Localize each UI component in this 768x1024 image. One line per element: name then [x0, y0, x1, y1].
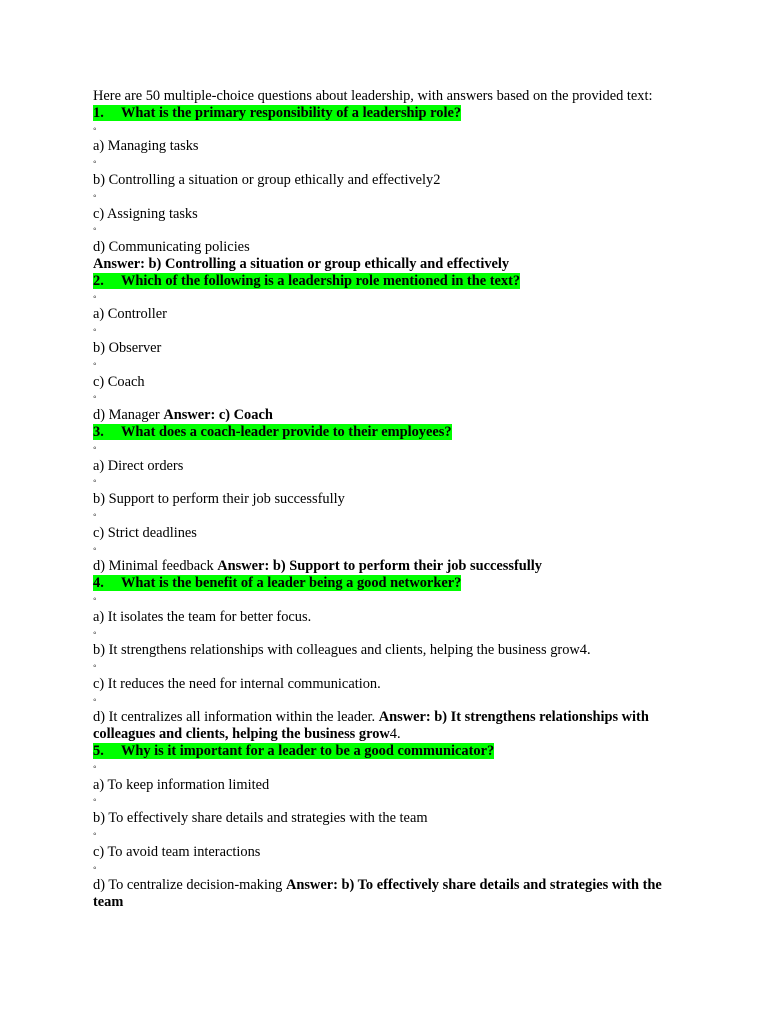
option-a: a) It isolates the team for better focus.	[93, 608, 312, 625]
option-d-with-answer: d) It centralizes all information within the leader. Answer: b) It strengthens relationships with colleagues and clients, helping the business grow4.	[93, 709, 649, 743]
bullet-marker: ◦	[93, 795, 97, 807]
bullet-marker: ◦	[93, 325, 97, 337]
option-a: a) Controller	[93, 306, 167, 323]
bullet-marker: ◦	[93, 661, 97, 673]
bullet-marker: ◦	[93, 190, 97, 202]
option-a: a) Direct orders	[93, 457, 184, 474]
option-b: b) To effectively share details and strategies with the team	[93, 810, 428, 827]
question-heading: 5. Why is it important for a leader to be a good communicator?	[93, 743, 495, 760]
bullet-marker: ◦	[93, 593, 97, 605]
answer-text: Answer: b) Support to perform their job successfully	[217, 558, 542, 575]
bullet-marker: ◦	[93, 627, 97, 639]
bullet-marker: ◦	[93, 442, 97, 454]
option-b: b) Controlling a situation or group ethically and effectively2	[93, 171, 441, 188]
bullet-marker: ◦	[93, 829, 97, 841]
question-heading: 3. What does a coach-leader provide to their employees?	[93, 423, 452, 440]
option-d-with-answer: d) To centralize decision-making Answer: b) To effectively share details and strategies with the team	[93, 877, 662, 911]
option-c: c) Assigning tasks	[93, 205, 198, 222]
bullet-marker: ◦	[93, 224, 97, 236]
bullet-marker: ◦	[93, 157, 97, 169]
option-d-with-answer: d) Manager Answer: c) Coach	[93, 407, 273, 424]
bullet-marker: ◦	[93, 694, 97, 706]
bullet-marker: ◦	[93, 123, 97, 135]
option-b: b) Observer	[93, 339, 162, 356]
bullet-marker: ◦	[93, 761, 97, 773]
answer-text: Answer: c) Coach	[163, 407, 273, 424]
option-a: a) Managing tasks	[93, 138, 199, 155]
option-d-with-answer: d) Minimal feedback Answer: b) Support to perform their job successfully	[93, 558, 542, 575]
question-heading: 1. What is the primary responsibility of a leadership role?	[93, 104, 462, 121]
document-page	[93, 88, 673, 911]
bullet-marker: ◦	[93, 291, 97, 303]
answer-text: Answer: b) To effectively share details and strategies with the team	[93, 877, 662, 911]
option-c: c) To avoid team interactions	[93, 843, 261, 860]
answer-line: Answer: b) Controlling a situation or group ethically and effectively	[93, 255, 510, 272]
question-heading: 2. Which of the following is a leadership role mentioned in the text?	[93, 272, 521, 289]
bullet-marker: ◦	[93, 476, 97, 488]
bullet-marker: ◦	[93, 862, 97, 874]
intro-text: Here are 50 multiple-choice questions about leadership, with answers based on the provided text:	[93, 88, 653, 104]
question-heading: 4. What is the benefit of a leader being a good networker?	[93, 575, 462, 592]
option-d: d) Communicating policies	[93, 239, 250, 256]
bullet-marker: ◦	[93, 543, 97, 555]
option-c: c) It reduces the need for internal communication.	[93, 675, 381, 692]
bullet-marker: ◦	[93, 358, 97, 370]
option-b: b) It strengthens relationships with colleagues and clients, helping the business grow4.	[93, 642, 591, 659]
bullet-marker: ◦	[93, 392, 97, 404]
option-a: a) To keep information limited	[93, 776, 270, 793]
answer-suffix: 4.	[389, 726, 401, 743]
option-b: b) Support to perform their job successfully	[93, 491, 345, 508]
option-c: c) Strict deadlines	[93, 524, 197, 541]
option-c: c) Coach	[93, 373, 145, 390]
bullet-marker: ◦	[93, 509, 97, 521]
answer-text: Answer: b) It strengthens relationships with colleagues and clients, helping the business grow	[93, 709, 649, 743]
